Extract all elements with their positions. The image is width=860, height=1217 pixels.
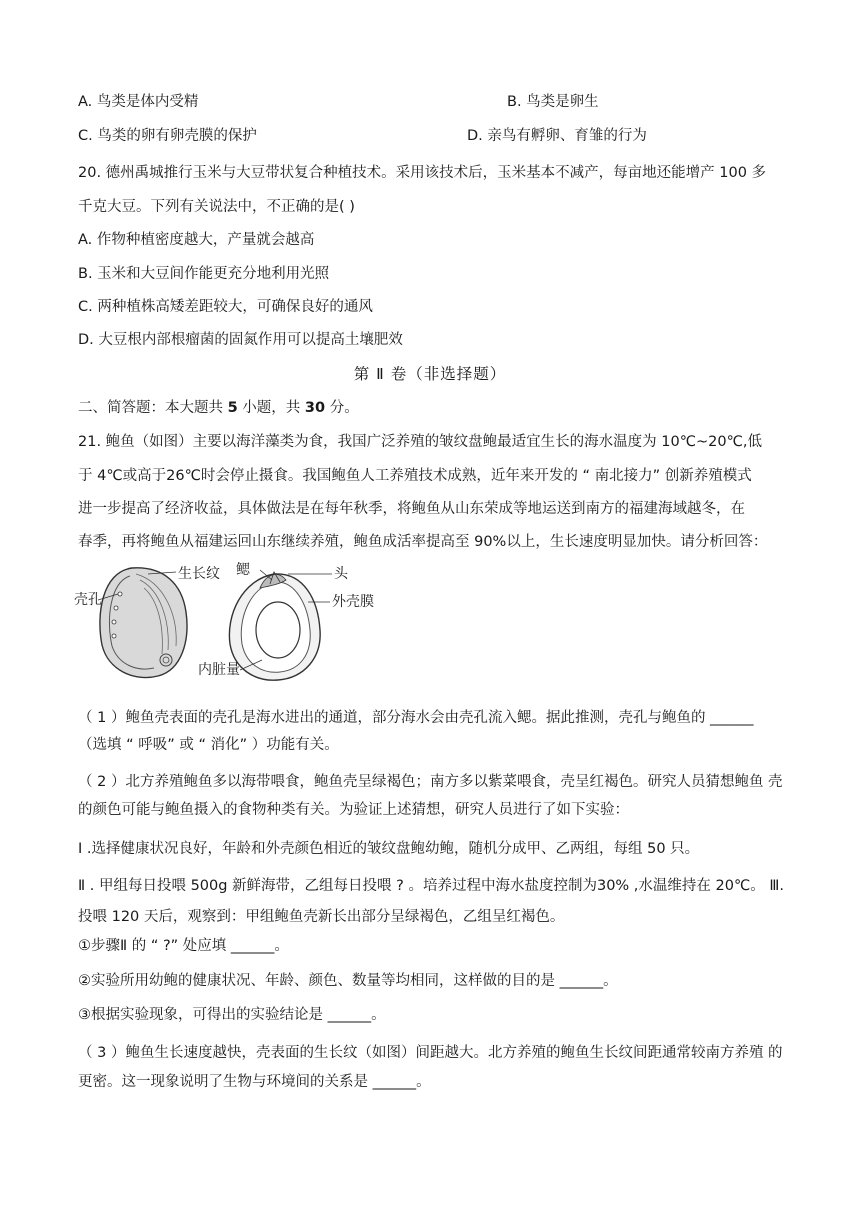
q21-p2-line2: 的颜色可能与鲍鱼摄入的食物种类有关。为验证上述猜想，研究人员进行了如下实验： (78, 802, 629, 818)
q21-step1: Ⅰ .选择健康状况良好，年龄和外壳颜色相近的皱纹盘鲍幼鲍，随机分成甲、乙两组，每组 50 只。 (78, 841, 700, 857)
q21-intro-line3: 进一步提高了经济收益，具体做法是在每年秋季，将鲍鱼从山东荣成等地运送到南方的福建海域越冬，在 (78, 501, 745, 517)
q21-sub2: ②实验所用幼鲍的健康状况、年龄、颜色、数量等均相同，这样做的目的是 ______。 (78, 973, 618, 989)
q19-option-b: B. 鸟类是卵生 (507, 94, 599, 110)
abalone-figure (74, 560, 404, 685)
q20-option-b: B. 玉米和大豆间作能更充分地利用光照 (78, 266, 330, 282)
q20-stem-line2: 千克大豆。下列有关说法中，不正确的是( ) (78, 199, 355, 215)
section-suffix: 分。 (325, 400, 359, 416)
q21-p3-line2: 更密。这一现象说明了生物与环境间的关系是 ______。 (78, 1074, 431, 1090)
label-growth-lines: 生长纹 (178, 566, 220, 582)
label-gill: 鳃 (236, 562, 250, 578)
q21-sub3: ③根据实验现象，可得出的实验结论是 ______。 (78, 1007, 386, 1023)
q20-stem-line1: 20. 德州禹城推行玉米与大豆带状复合种植技术。采用该技术后，玉米基本不减产，每亩地还能增产 100 多 (78, 165, 767, 181)
label-shell-hole: 壳孔 (74, 592, 102, 608)
label-visceral-mass: 内脏量 (198, 662, 240, 678)
q21-intro-line2: 于 4℃或高于26℃时会停止摄食。我国鲍鱼人工养殖技术成熟，近年来开发的 “ 南北接力” 创新养殖模式 (78, 468, 752, 484)
part2-title: 第 Ⅱ 卷（非选择题） (353, 365, 507, 383)
q21-intro-line1: 21. 鲍鱼（如图）主要以海洋藻类为食，我国广泛养殖的皱纹盘鲍最适宜生长的海水温度为 10℃~20℃,低 (78, 434, 763, 450)
section-mid: 小题，共 (237, 400, 305, 416)
q20-option-a: A. 作物种植密度越大，产量就会越高 (78, 232, 315, 248)
q21-step2-line1: Ⅱ . 甲组每日投喂 500g 新鲜海带，乙组每日投喂 ? 。培养过程中海水盐度控制为30% ,水温维持在 20℃。 Ⅲ. (78, 878, 784, 894)
q20-option-d: D. 大豆根内部根瘤菌的固氮作用可以提高土壤肥效 (78, 332, 403, 348)
label-outer-mantle: 外壳膜 (332, 594, 374, 610)
label-head: 头 (334, 566, 348, 582)
q21-p3-line1: （ 3 ）鲍鱼生长速度越快，壳表面的生长纹（如图）间距越大。北方养殖的鲍鱼生长纹间距通常较南方养殖 的 (78, 1045, 783, 1061)
section-count: 5 (227, 400, 238, 416)
section-score: 30 (304, 400, 326, 416)
q20-option-c: C. 两种植株高矮差距较大，可确保良好的通风 (78, 299, 373, 315)
q21-p1-line1: （ 1 ）鲍鱼壳表面的壳孔是海水进出的通道，部分海水会由壳孔流入鳃。据此推测，壳孔与鲍鱼的 ______ (78, 710, 754, 726)
q21-step2-line2: 投喂 120 天后，观察到：甲组鲍鱼壳新长出部分呈绿褐色，乙组呈红褐色。 (78, 909, 565, 925)
q19-option-a: A. 鸟类是体内受精 (78, 94, 199, 110)
q19-option-c: C. 鸟类的卵有卵壳膜的保护 (78, 128, 257, 144)
q21-p2-line1: （ 2 ）北方养殖鲍鱼多以海带喂食，鲍鱼壳呈绿褐色；南方多以紫菜喂食，壳呈红褐色。研究人员猜想鲍鱼 壳 (78, 774, 783, 790)
section-heading (78, 398, 359, 418)
q21-p1-line2: （选填 “ 呼吸” 或 “ 消化” ）功能有关。 (78, 737, 339, 753)
q21-sub1: ①步骤Ⅱ 的 “ ?” 处应填 ______。 (78, 938, 289, 954)
section-prefix: 二、简答题：本大题共 (78, 400, 228, 416)
abalone-shell-drawing (98, 568, 187, 678)
q19-option-d: D. 亲鸟有孵卵、育雏的行为 (467, 128, 647, 144)
q21-intro-line4: 春季，再将鲍鱼从福建运回山东继续养殖，鲍鱼成活率提高至 90%以上，生长速度明显加快。请分析回答： (78, 534, 768, 550)
abalone-body-drawing (229, 570, 332, 680)
